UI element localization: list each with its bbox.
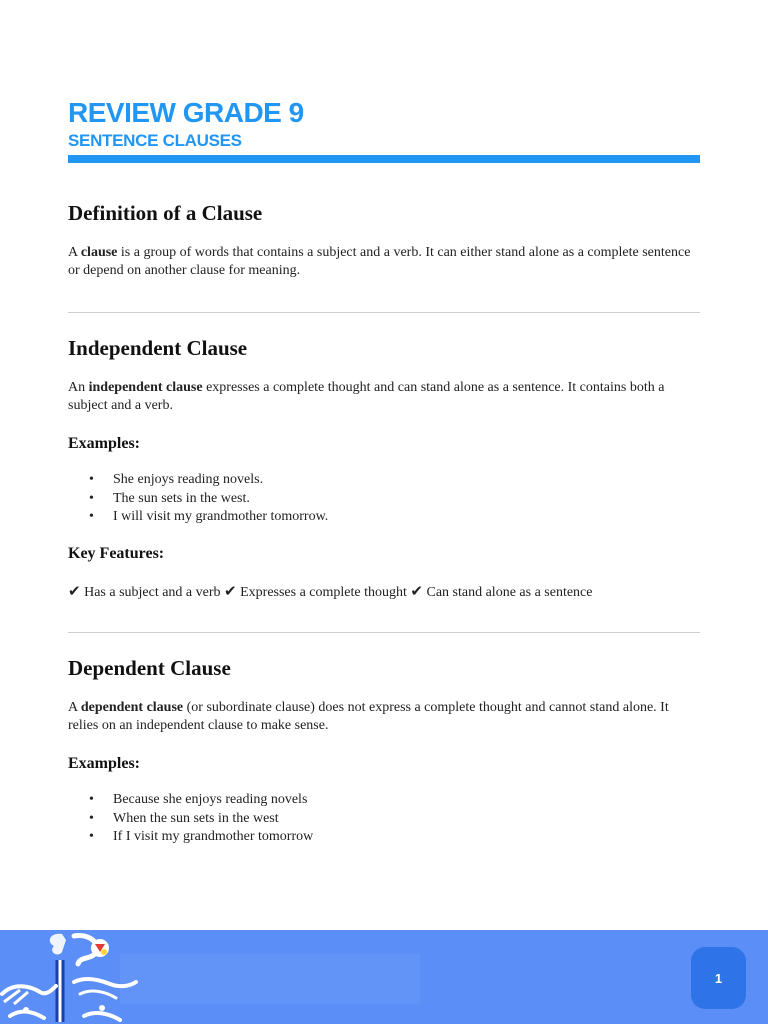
feature-item: Can stand alone as a sentence (426, 584, 593, 600)
list-item: • She enjoys reading novels. (68, 471, 702, 490)
list-item: • If I visit my grandmother tomorrow (68, 828, 702, 847)
section-heading-dependent: Dependent Clause (68, 656, 231, 680)
check-icon: ✔ (68, 581, 81, 600)
dependent-examples-list (68, 791, 702, 847)
document-subtitle: SENTENCE CLAUSES (68, 131, 242, 150)
dependent-examples-label: Examples: (68, 755, 140, 772)
section-heading-definition: Definition of a Clause (68, 201, 263, 225)
section-divider (68, 632, 700, 633)
independent-term: independent clause (88, 380, 203, 395)
section-independent-clause (68, 335, 702, 602)
dependent-paragraph (68, 699, 702, 735)
list-item: • When the sun sets in the west (68, 810, 702, 829)
footer-decoration-strip (120, 954, 420, 1004)
independent-text-after: expresses a complete thought and can stand alone as a sentence. It contains both a subject and a verb. (68, 380, 665, 413)
check-icon: ✔ (224, 581, 237, 600)
list-item: • The sun sets in the west. (68, 490, 702, 509)
dependent-text-after: (or subordinate clause) does not express a complete thought and cannot stand alone. It relies on an independent clause to make sense. (68, 700, 669, 733)
section-dependent-clause (68, 655, 702, 847)
definition-text-before: A (68, 245, 81, 260)
document-title: REVIEW GRADE 9 (68, 97, 304, 128)
independent-paragraph (68, 379, 702, 415)
feature-item: Expresses a complete thought (240, 584, 407, 600)
definition-term: clause (80, 245, 118, 260)
definition-text-after: is a group of words that contains a subject and a verb. It can either stand alone as a complete sentence or depend on another clause for meaning. (68, 245, 691, 278)
school-logo-icon (0, 930, 150, 1024)
key-features-label: Key Features: (68, 544, 165, 562)
key-features-line (68, 582, 702, 602)
check-icon: ✔ (410, 581, 423, 600)
document-header (68, 96, 700, 152)
list-item: • Because she enjoys reading novels (68, 791, 702, 810)
dependent-term: dependent clause (80, 700, 184, 715)
dependent-text-before: A (68, 700, 81, 715)
page-footer (0, 930, 768, 1024)
page-number-badge: 1 (691, 947, 746, 1009)
section-divider (68, 312, 700, 313)
title-underline-bar (68, 155, 700, 163)
independent-text-before: An (68, 380, 89, 395)
section-definition (68, 200, 702, 280)
feature-item: Has a subject and a verb (84, 584, 221, 600)
section-heading-independent: Independent Clause (68, 336, 248, 360)
definition-paragraph (68, 244, 702, 280)
independent-examples-list (68, 471, 702, 527)
independent-examples-label: Examples: (68, 435, 140, 452)
list-item: • I will visit my grandmother tomorrow. (68, 508, 702, 527)
